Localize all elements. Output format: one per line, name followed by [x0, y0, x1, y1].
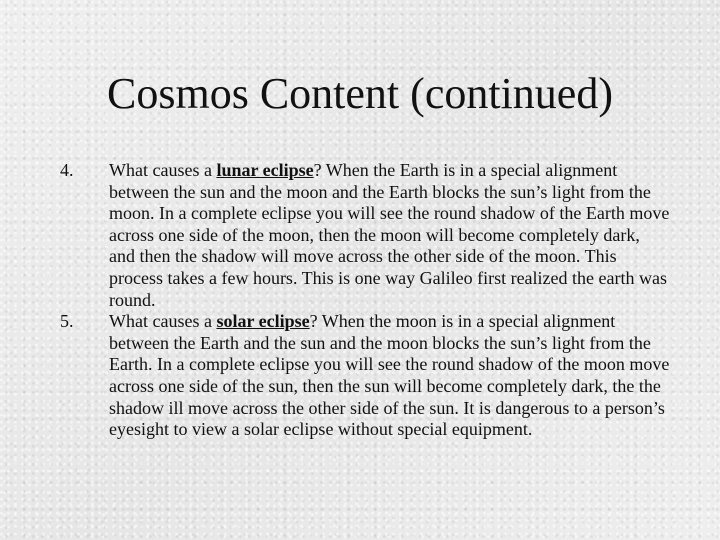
item-text-body: ? When the moon is in a special alignment between the Earth and the sun and the moon blocks the sun’s light from the Earth. In a complete eclipse you will see the round shadow of the moon move across one side of the sun, then the sun will become completely dark, the the shadow ill move across the other side of the sun. It is dangerous to a person’s eyesight to view a solar eclipse without special equipment.	[109, 311, 670, 440]
item-number: 4.	[60, 160, 74, 180]
key-term-lunar-eclipse: lunar eclipse	[216, 160, 314, 180]
key-term-solar-eclipse: solar eclipse	[216, 311, 310, 332]
item-number: 5.	[60, 311, 74, 332]
item-text-body: ? When the Earth is in a special alignment between the sun and the moon and the Earth blocks the sun’s light from the moon. In a complete eclipse you will see the round shadow of the Earth move across one side of the moon, then the moon will become completely dark, and then the shadow will move across the other side of the moon. This process takes a few hours. This is one way Galileo first realized the earth was round.	[109, 160, 670, 310]
item-text-intro: What causes a	[109, 311, 217, 332]
numbered-list	[60, 160, 670, 441]
item-text-intro: What causes a	[109, 160, 217, 180]
list-item	[60, 311, 670, 441]
list-item	[60, 160, 670, 311]
slide-title: Cosmos Content (continued)	[107, 69, 613, 118]
